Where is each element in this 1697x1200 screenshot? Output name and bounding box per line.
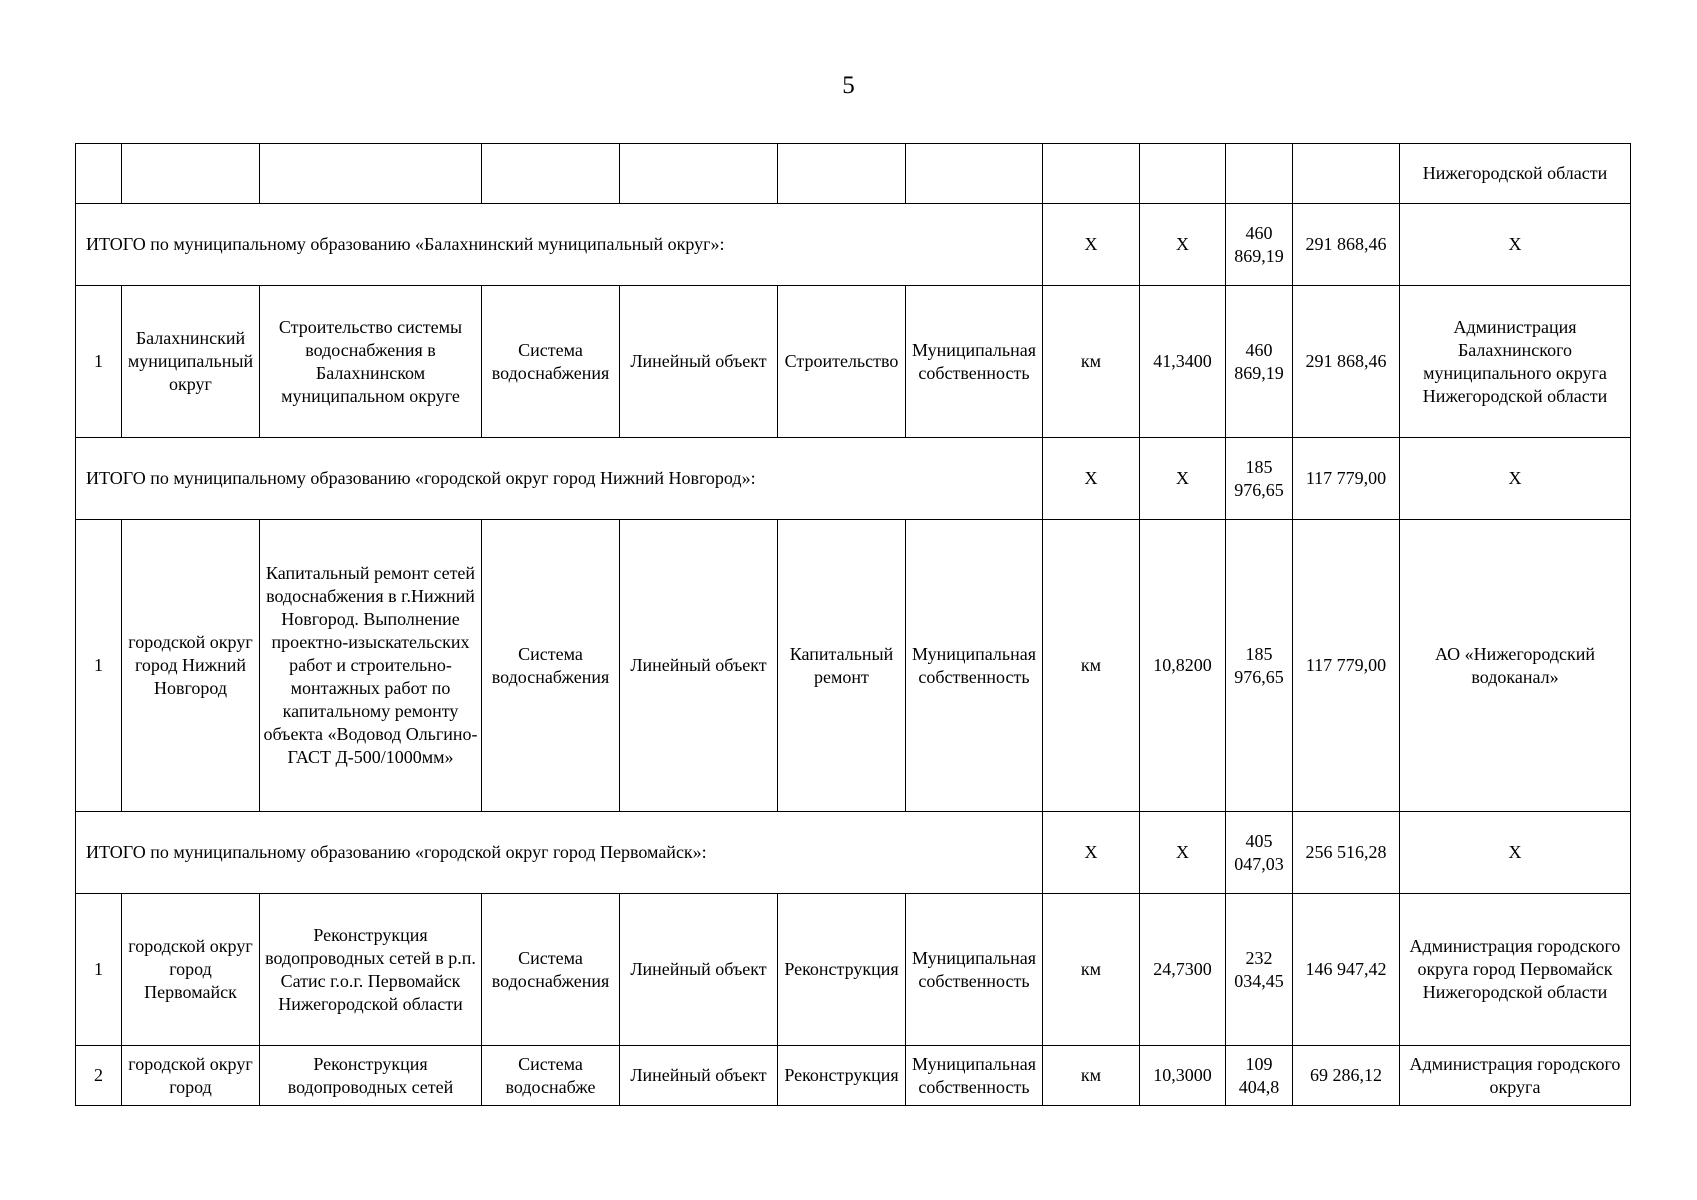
length-cell: 41,3400 [1140, 286, 1226, 438]
unit-cell: Х [1043, 204, 1140, 286]
object-type-cell: Линейный объект [620, 894, 778, 1046]
unit-cell: Х [1043, 812, 1140, 894]
system-cell: Система водоснабжения [482, 286, 620, 438]
cost-cell: 185 976,65 [1226, 520, 1293, 812]
total-label: ИТОГО по муниципальному образованию «городской округ город Нижний Новгород»: [76, 438, 1043, 520]
description-cell: Капитальный ремонт сетей водоснабжения в г.Нижний Новгород. Выполнение проектно-изыскательских работ и строительно-монтажных работ по капитальному ремонту объекта «Водовод Ольгино-ГАСТ Д-500/1000мм» [260, 520, 482, 812]
table-cell [620, 144, 778, 204]
work-type-cell: Капитальный ремонт [778, 520, 906, 812]
cost-cell: 232 034,45 [1226, 894, 1293, 1046]
owner-cell: Администрация городского округа [1400, 1046, 1631, 1106]
table-cell [1226, 144, 1293, 204]
table-cell [122, 144, 260, 204]
total-row [76, 812, 1631, 894]
table-cell [778, 144, 906, 204]
municipality-cell: городской округ город Нижний Новгород [122, 520, 260, 812]
municipality-cell: Балахнинский муниципальный округ [122, 286, 260, 438]
ownership-cell: Муниципальная собственность [906, 1046, 1043, 1106]
subsidy-cell: 256 516,28 [1293, 812, 1400, 894]
unit-cell: км [1043, 286, 1140, 438]
table-cell [260, 144, 482, 204]
unit-cell: Х [1043, 438, 1140, 520]
ownership-cell: Муниципальная собственность [906, 520, 1043, 812]
subsidy-cell: 146 947,42 [1293, 894, 1400, 1046]
ownership-cell: Муниципальная собственность [906, 894, 1043, 1046]
total-row [76, 204, 1631, 286]
length-cell: 10,3000 [1140, 1046, 1226, 1106]
table-cell [1043, 144, 1140, 204]
row-number: 2 [76, 1046, 122, 1106]
object-type-cell: Линейный объект [620, 286, 778, 438]
page-number: 5 [842, 72, 855, 99]
cost-cell: 109 404,8 [1226, 1046, 1293, 1106]
length-cell: Х [1140, 812, 1226, 894]
unit-cell: км [1043, 520, 1140, 812]
length-cell: Х [1140, 204, 1226, 286]
owner-cell: Нижегородской области [1400, 144, 1631, 204]
subsidy-cell: 117 779,00 [1293, 520, 1400, 812]
unit-cell: км [1043, 894, 1140, 1046]
table-row [76, 894, 1631, 1046]
length-cell: 24,7300 [1140, 894, 1226, 1046]
description-cell: Строительство системы водоснабжения в Балахнинском муниципальном округе [260, 286, 482, 438]
description-cell: Реконструкция водопроводных сетей в р.п. Сатис г.о.г. Первомайск Нижегородской области [260, 894, 482, 1046]
work-type-cell: Реконструкция [778, 1046, 906, 1106]
subsidy-cell: 291 868,46 [1293, 204, 1400, 286]
table-cell [906, 144, 1043, 204]
investment-table [75, 143, 1631, 1106]
owner-cell: Х [1400, 438, 1631, 520]
subsidy-cell: 291 868,46 [1293, 286, 1400, 438]
table-cell [76, 144, 122, 204]
municipality-cell: городской округ город [122, 1046, 260, 1106]
row-number: 1 [76, 520, 122, 812]
table-row [76, 144, 1631, 204]
object-type-cell: Линейный объект [620, 520, 778, 812]
subsidy-cell: 69 286,12 [1293, 1046, 1400, 1106]
table-cell [482, 144, 620, 204]
table-cell [1293, 144, 1400, 204]
owner-cell: Х [1400, 204, 1631, 286]
object-type-cell: Линейный объект [620, 1046, 778, 1106]
system-cell: Система водоснабже [482, 1046, 620, 1106]
cost-cell: 460 869,19 [1226, 204, 1293, 286]
owner-cell: Администрация Балахнинского муниципального округа Нижегородской области [1400, 286, 1631, 438]
description-cell: Реконструкция водопроводных сетей [260, 1046, 482, 1106]
table-row [76, 286, 1631, 438]
work-type-cell: Строительство [778, 286, 906, 438]
cost-cell: 185 976,65 [1226, 438, 1293, 520]
row-number: 1 [76, 286, 122, 438]
system-cell: Система водоснабжения [482, 520, 620, 812]
row-number: 1 [76, 894, 122, 1046]
work-type-cell: Реконструкция [778, 894, 906, 1046]
owner-cell: Х [1400, 812, 1631, 894]
total-label: ИТОГО по муниципальному образованию «Балахнинский муниципальный округ»: [76, 204, 1043, 286]
length-cell: Х [1140, 438, 1226, 520]
cost-cell: 460 869,19 [1226, 286, 1293, 438]
cost-cell: 405 047,03 [1226, 812, 1293, 894]
table-row [76, 520, 1631, 812]
system-cell: Система водоснабжения [482, 894, 620, 1046]
table-row [76, 1046, 1631, 1106]
subsidy-cell: 117 779,00 [1293, 438, 1400, 520]
length-cell: 10,8200 [1140, 520, 1226, 812]
table-cell [1140, 144, 1226, 204]
municipality-cell: городской округ город Первомайск [122, 894, 260, 1046]
ownership-cell: Муниципальная собственность [906, 286, 1043, 438]
total-label: ИТОГО по муниципальному образованию «городской округ город Первомайск»: [76, 812, 1043, 894]
owner-cell: АО «Нижегородский водоканал» [1400, 520, 1631, 812]
unit-cell: км [1043, 1046, 1140, 1106]
owner-cell: Администрация городского округа город Первомайск Нижегородской области [1400, 894, 1631, 1046]
total-row [76, 438, 1631, 520]
